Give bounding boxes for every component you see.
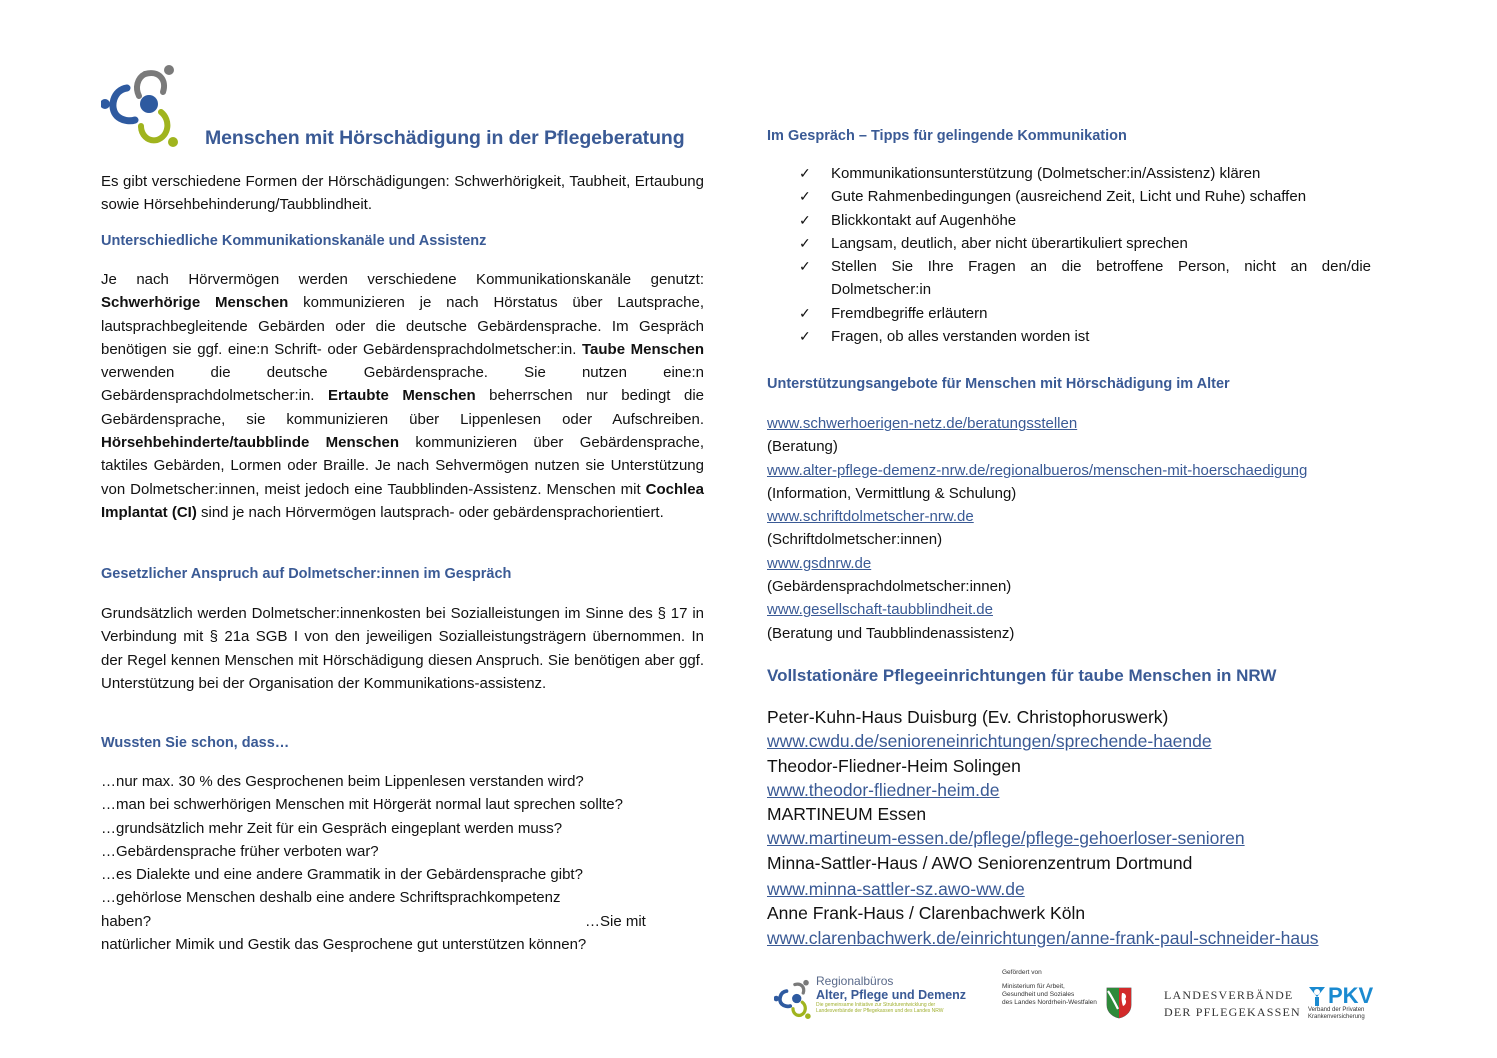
facility-name: Peter-Kuhn-Haus Duisburg (Ev. Christophoruswerk) [767,707,1169,727]
fact-wrap-line [101,910,704,933]
intro-paragraph: Es gibt verschiedene Formen der Hörschädigungen: Schwerhörigkeit, Taubheit, Ertaubung sowie Hörsehbehinderung/Taubblindheit. [101,173,704,214]
page-title: Menschen mit Hörschädigung in der Pflegeberatung [205,127,685,149]
facts-list [101,770,704,956]
pkv-mark [1308,985,1373,1007]
pkv-subtitle: Krankenversicherung [1308,1014,1365,1020]
tip-text: Kommunikationsunterstützung (Dolmetscher:in/Assistenz) klären [831,165,1261,182]
channels-bold-5: Cochlea Implantat (CI) [101,480,704,521]
tip-item [767,255,1371,302]
checkmark-icon: ✓ [799,328,811,345]
facility-name: MARTINEUM Essen [767,804,927,825]
support-desc: (Gebärdensprachdolmetscher:innen) [767,578,1012,596]
funded-by-label: Gefördert von [1002,969,1042,976]
support-desc: (Information, Vermittlung & Schulung) [767,484,1017,502]
support-link[interactable]: www.gesellschaft-taubblindheit.de [767,601,993,619]
regionalbueros-line2: Alter, Pflege und Demenz [816,988,967,1002]
section-heading-legal: Gesetzlicher Anspruch auf Dolmetscher:innen im Gespräch [101,566,512,582]
tip-text: Fragen, ob alles verstanden worden ist [831,328,1090,346]
channels-bold-4: Hörsehbehinderte/taubblinde Menschen [101,434,400,452]
three-people-circle-logo-icon [101,62,181,148]
support-link[interactable]: www.alter-pflege-demenz-nrw.de/regionalbueros/menschen-mit-hoerschaedigung [767,461,1308,479]
channels-text-3: verwenden die deutsche Gebärdensprache. Sie nutzen eine:n Gebärdensprachdolmetscher:in. [101,364,704,405]
channels-paragraph [101,268,704,524]
facility-name: Theodor-Fliedner-Heim Solingen [767,755,1021,776]
fact-item: …man bei schwerhörigen Menschen mit Hörgerät normal laut sprechen sollte? [101,796,623,814]
facility-link[interactable]: www.martineum-essen.de/pflege/pflege-gehoerloser-senioren [767,828,1245,849]
fact-item: natürlicher Mimik und Gestik das Gesprochene gut unterstützen können? [101,936,587,954]
section-heading-support: Unterstützungsangebote für Menschen mit Hörschädigung im Alter [767,376,1230,392]
channels-text-2: kommunizieren je nach Hörstatus über Lautsprache, lautsprachbegleitende Gebärden oder die deutsche Gebärdensprache. Im Gespräch benötigen sie ggf. eine:n Schrift- oder Gebärdensprachdolmetscher:in. [101,294,704,358]
landesverbaende-logo [1164,987,1301,1021]
tip-item [767,325,1371,348]
pkv-subtitle: Verband der Privaten [1308,1007,1365,1013]
tip-text: Langsam, deutlich, aber nicht überartikuliert sprechen [831,234,1188,252]
support-link[interactable]: www.schriftdolmetscher-nrw.de [767,508,974,526]
checkmark-icon: ✓ [799,188,811,205]
fact-item: …grundsätzlich mehr Zeit für ein Gespräch eingeplant werden muss? [101,819,563,837]
legal-paragraph: Grundsätzlich werden Dolmetscher:innenkosten bei Sozialleistungen im Sinne des § 17 in Verbindung mit § 21a SGB I von den jeweiligen Sozialleistungsträgern übernommen. In der Regel kennen Menschen mit Hörschädigung diesen Anspruch. Sie benötigen aber ggf. Unterstützung bei der Organisation der Kommunikations-assistenz. [101,605,704,692]
channels-text-4: beherrschen nur bedingt die Gebärdensprache, sie kommunizieren über Lippenlesen oder Aufschreiben. [101,387,704,428]
channels-bold-2: Taube Menschen [582,340,704,358]
pkv-label: PKV [1328,983,1374,1008]
support-link[interactable]: www.schwerhoerigen-netz.de/beratungsstellen [767,415,1078,432]
pkv-person-icon [1308,985,1326,1007]
fact-item: …Gebärdensprache früher verboten war? [101,842,379,860]
channels-bold-1: Schwerhörige Menschen [101,294,289,312]
regionalbueros-line1: Regionalbüros [816,974,894,988]
facility-name: Minna-Sattler-Haus / AWO Seniorenzentrum Dortmund [767,852,1193,873]
checkmark-icon: ✓ [799,258,811,275]
tip-item [767,232,1371,255]
regionalbueros-text [816,975,966,1014]
support-desc: (Beratung) [767,438,838,456]
pkv-logo [1308,985,1373,1021]
support-list [767,412,1387,645]
ministry-block [1002,969,1097,1007]
channels-text-1: Je nach Hörvermögen werden verschiedene Kommunikationskanäle genutzt: [101,271,704,288]
footer-logos [770,969,1380,1030]
tip-item [767,162,1371,185]
support-desc: (Schriftdolmetscher:innen) [767,531,943,549]
checkmark-icon: ✓ [799,211,811,228]
regionalbueros-logo-icon [774,979,812,1019]
section-heading-facts: Wussten Sie schon, dass… [101,735,290,751]
facility-link[interactable]: www.minna-sattler-sz.awo-ww.de [767,879,1025,900]
channels-bold-3: Ertaubte Menschen [327,387,476,405]
fact-item: …nur max. 30 % des Gesprochenen beim Lippenlesen verstanden wird? [101,773,584,790]
checkmark-icon: ✓ [799,304,811,321]
regionalbueros-tagline: Die gemeinsame Initiative zur Strukturentwicklung der Landesverbände der Pflegekassen und des Landes NRW [816,1002,944,1014]
support-desc: (Beratung und Taubblindenassistenz) [767,624,1015,642]
channels-text-5: kommunizieren über Gebärdensprache, taktiles Gebärden, Lormen oder Braille. Je nach Sehvermögen nutzen sie Unterstützung von Dolmetscher:innen, meist jedoch eine Taubblinden-Assistenz. Menschen mit [101,434,705,498]
tips-list [767,162,1371,348]
tip-text: Stellen Sie Ihre Fragen an die betroffene Person, nicht an den/die Dolmetscher:in [831,258,1371,299]
tip-item [767,185,1371,208]
tip-item [767,209,1371,232]
facility-name: Anne Frank-Haus / Clarenbachwerk Köln [767,903,1086,924]
section-heading-tips: Im Gespräch – Tipps für gelingende Kommunikation [767,128,1127,144]
facility-link[interactable]: www.cwdu.de/senioreneinrichtungen/sprechende-haende [767,731,1212,752]
checkmark-icon: ✓ [799,165,811,181]
facility-link[interactable]: www.clarenbachwerk.de/einrichtungen/anne-frank-paul-schneider-haus [767,927,1319,948]
ministry-line: Ministerium für Arbeit, [1002,983,1065,990]
fact-item: …gehörlose Menschen deshalb eine andere Schriftsprachkompetenz [101,889,561,907]
section-heading-channels: Unterschiedliche Kommunikationskanäle und Assistenz [101,233,487,249]
tip-text: Gute Rahmenbedingungen (ausreichend Zeit, Licht und Ruhe) schaffen [831,188,1307,206]
ministry-line: des Landes Nordrhein-Westfalen [1002,999,1097,1006]
landesverbaende-line: DER PFLEGEKASSEN [1164,1005,1301,1019]
facility-link[interactable]: www.theodor-fliedner-heim.de [767,779,1000,800]
fact-wrap-start: haben? [101,912,152,930]
channels-text-6: sind je nach Hörvermögen lautsprach- oder gebärdensprachorientiert. [196,503,664,521]
support-link[interactable]: www.gsdnrw.de [767,554,872,572]
checkmark-icon: ✓ [799,234,811,251]
fact-item: …es Dialekte und eine andere Grammatik in der Gebärdensprache gibt? [101,866,583,884]
fact-wrap-end: …Sie mit [585,912,646,930]
tip-text: Fremdbegriffe erläutern [831,304,988,322]
tip-text: Blickkontakt auf Augenhöhe [831,211,1017,229]
facilities-list [767,705,1387,950]
ministry-line: Gesundheit und Soziales [1002,991,1075,998]
nrw-coat-of-arms-icon [1106,987,1132,1019]
tip-item [767,302,1371,325]
section-heading-facilities: Vollstationäre Pflegeeinrichtungen für taube Menschen in NRW [767,666,1277,685]
landesverbaende-line: LANDESVERBÄNDE [1164,988,1294,1002]
